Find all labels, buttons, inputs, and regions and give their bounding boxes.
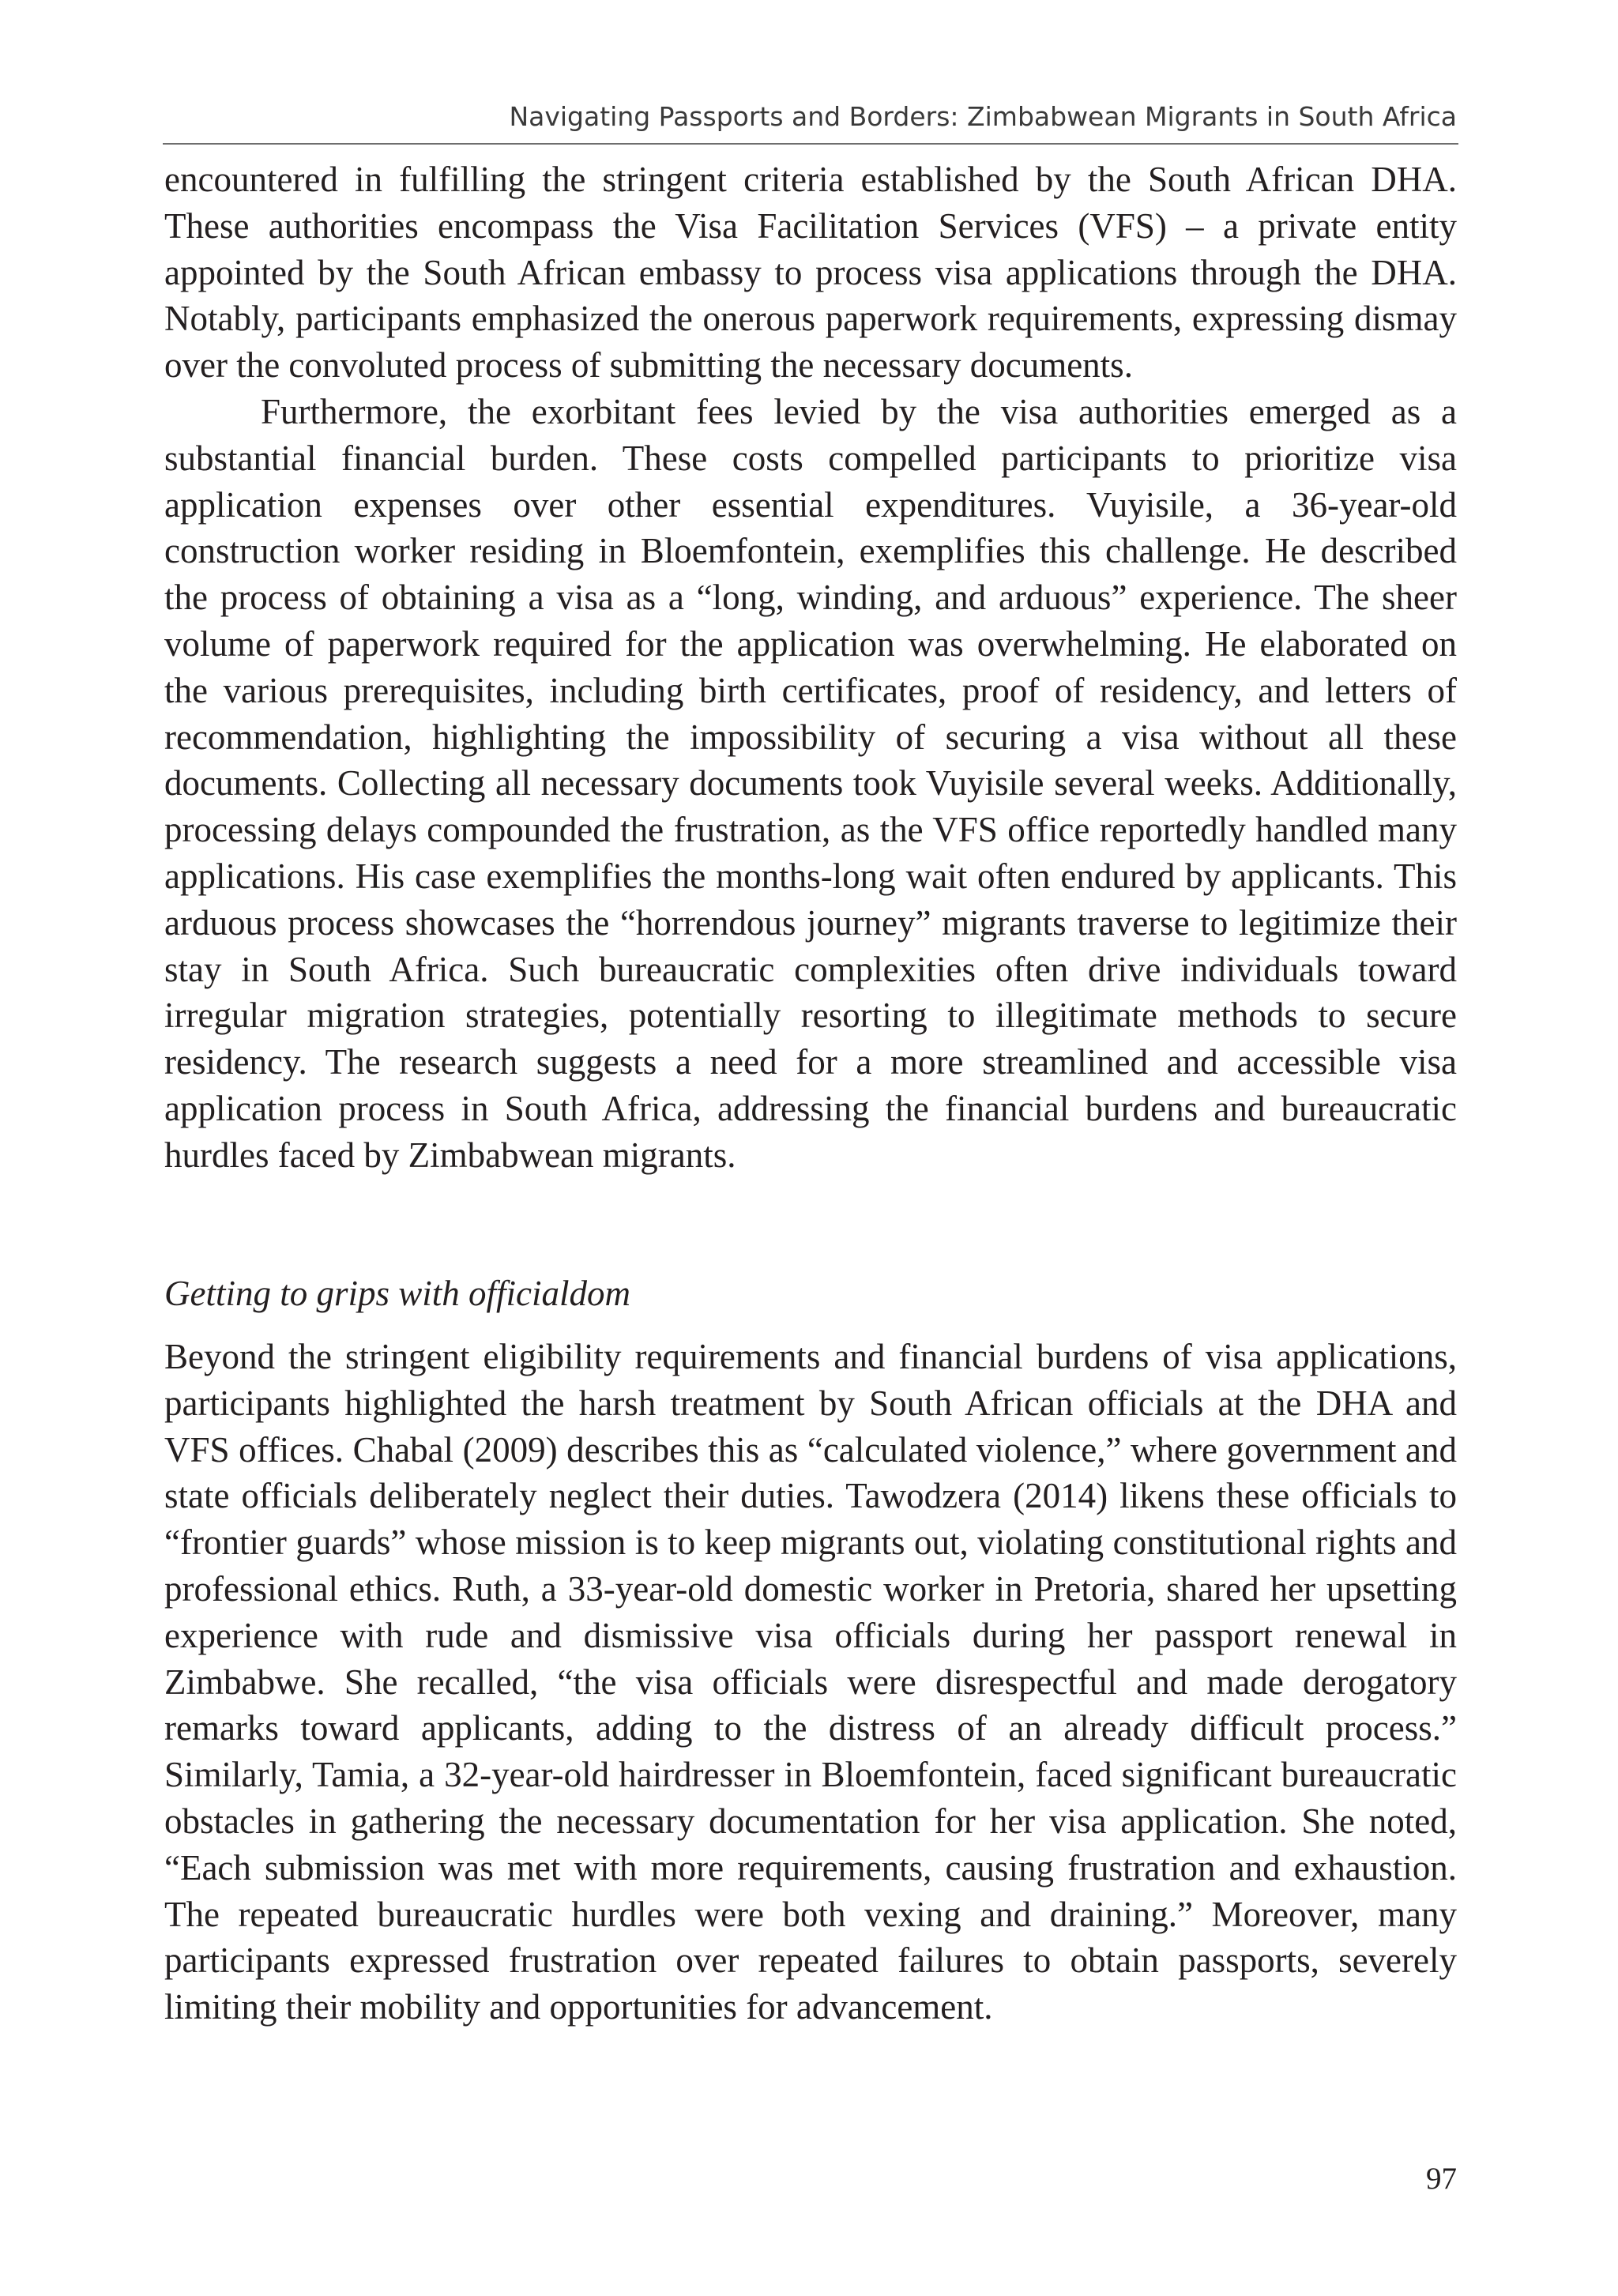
paragraph-continued: encountered in fulfilling the stringent criteria established by the South African DHA. These authorities encompass the Visa Facilitation Services (VFS) – a private entity appointed by the South African embassy to process visa applications through the DHA. Notably, participants emphasized the onerous paperwork requirements, expressing dismay over the convoluted process of submitting the necessary documents. bbox=[164, 160, 1457, 386]
body-section-top bbox=[164, 156, 1457, 1179]
body-section-bottom bbox=[164, 1334, 1457, 2031]
running-head: Navigating Passports and Borders: Zimbabwean Migrants in South Africa bbox=[509, 101, 1457, 132]
paragraph: Furthermore, the exorbitant fees levied by the visa authorities emerged as a substantial financial burden. These costs compelled participants to prioritize visa application expenses over other essential expenditures. Vuyisile, a 36-year-old construction worker residing in Bloemfontein, exemplifies this challenge. He described the process of obtaining a visa as a “long, winding, and arduous” experience. The sheer volume of paperwork required for the application was overwhelming. He elaborated on the various prerequisites, including birth certificates, proof of residency, and letters of recommendation, highlighting the impossibility of securing a visa without all these documents. Collecting all necessary documents took Vuyisile several weeks. Additionally, processing delays compounded the frustration, as the VFS office reportedly handled many applications. His case exemplifies the months-long wait often endured by applicants. This arduous process showcases the “horrendous journey” migrants traverse to legitimize their stay in South Africa. Such bureaucratic complexities often drive individuals toward irregular migration strategies, potentially resorting to illegitimate methods to secure residency. The research suggests a need for a more streamlined and accessible visa application process in South Africa, addressing the financial burdens and bureaucratic hurdles faced by Zimbabwean migrants. bbox=[164, 391, 1457, 1175]
page-number: 97 bbox=[1426, 2162, 1457, 2196]
header-rule bbox=[163, 143, 1458, 145]
paragraph: Beyond the stringent eligibility requirements and financial burdens of visa applications, participants highlighted the harsh treatment by South African officials at the DHA and VFS offices. Chabal (2009) describes this as “calculated violence,” where government and state officials deliberately neglect their duties. Tawodzera (2014) likens these officials to “frontier guards” whose mission is to keep migrants out, violating constitutional rights and professional ethics. Ruth, a 33-year-old domestic worker in Pretoria, shared her upsetting experience with rude and dismissive visa officials during her passport renewal in Zimbabwe. She recalled, “the visa officials were disrespectful and made derogatory remarks toward applicants, adding to the distress of an already difficult process.” Similarly, Tamia, a 32-year-old hairdresser in Bloemfontein, faced significant bureaucratic obstacles in gathering the necessary documentation for her visa application. She noted, “Each submission was met with more requirements, causing frustration and exhaustion. The repeated bureaucratic hurdles were both vexing and draining.” Moreover, many participants expressed frustration over repeated failures to obtain passports, severely limiting their mobility and opportunities for advancement. bbox=[164, 1337, 1457, 2027]
section-heading: Getting to grips with officialdom bbox=[164, 1274, 631, 1313]
